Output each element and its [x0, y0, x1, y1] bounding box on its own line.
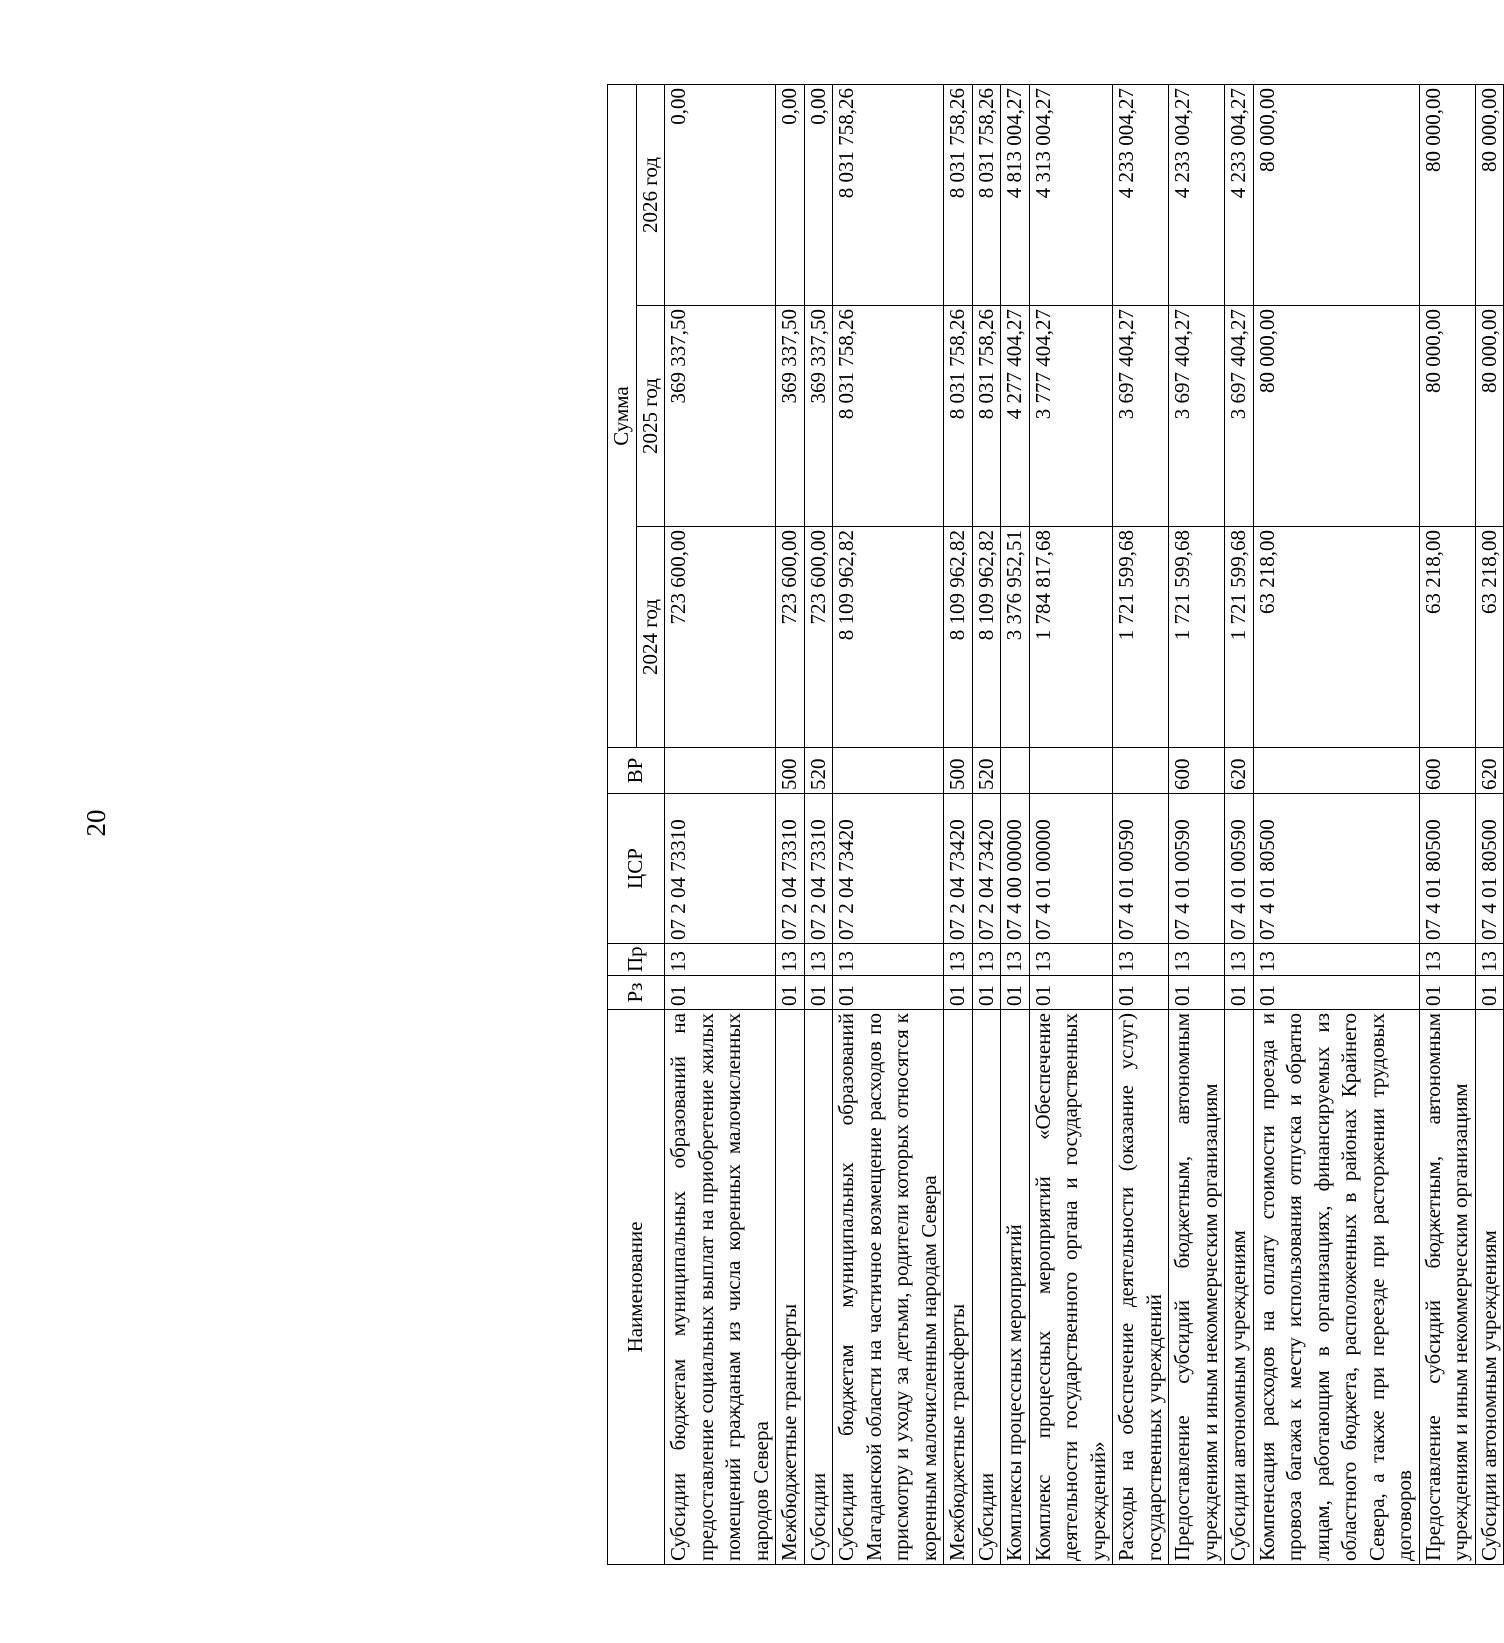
header-pr: Пр	[608, 944, 665, 976]
row-name: Межбюджетные трансферты	[776, 1010, 805, 1565]
row-pr: 13	[1113, 944, 1169, 976]
row-csr: 07 4 01 80500	[1253, 794, 1419, 944]
row-amount-2026: 4 233 004,27	[1225, 85, 1254, 306]
table-row	[1169, 85, 1225, 1565]
row-name: Расходы на обеспечение деятельности (оказание услуг) государственных учреждений	[1113, 1010, 1169, 1565]
row-amount-2024: 63 218,00	[1419, 527, 1475, 748]
row-pr: 13	[804, 944, 833, 976]
row-vr	[1029, 748, 1113, 794]
row-rz: 01	[1029, 976, 1113, 1010]
row-pr: 13	[665, 944, 776, 976]
row-amount-2026: 0,00	[665, 85, 776, 306]
row-vr	[1001, 748, 1030, 794]
row-amount-2025: 369 337,50	[665, 306, 776, 527]
table-row	[833, 85, 944, 1565]
row-amount-2025: 3 697 404,27	[1169, 306, 1225, 527]
row-rz: 01	[1225, 976, 1254, 1010]
row-pr: 13	[1001, 944, 1030, 976]
row-amount-2026: 80 000,00	[1253, 85, 1419, 306]
row-vr: 600	[1169, 748, 1225, 794]
row-amount-2026: 4 813 004,27	[1001, 85, 1030, 306]
table-row	[665, 85, 776, 1565]
header-sum: Сумма	[608, 85, 637, 748]
header-rz: Рз	[608, 976, 665, 1010]
row-rz: 01	[1169, 976, 1225, 1010]
row-amount-2024: 1 721 599,68	[1225, 527, 1254, 748]
header-name: Наименование	[608, 1010, 665, 1565]
row-rz: 01	[804, 976, 833, 1010]
row-pr: 13	[1169, 944, 1225, 976]
row-vr	[1253, 748, 1419, 794]
header-year-2024: 2024 год	[636, 527, 665, 748]
row-amount-2026: 4 313 004,27	[1029, 85, 1113, 306]
table-body	[665, 85, 1504, 1565]
table-row	[776, 85, 805, 1565]
row-amount-2025: 80 000,00	[1419, 306, 1475, 527]
row-csr: 07 2 04 73420	[944, 794, 973, 944]
row-name: Субсидии	[972, 1010, 1001, 1565]
row-name: Предоставление субсидий бюджетным, автономным учреждениям и иным некоммерческим организациям	[1419, 1010, 1475, 1565]
row-pr: 13	[972, 944, 1001, 976]
row-rz: 01	[1113, 976, 1169, 1010]
row-csr: 07 2 04 73310	[804, 794, 833, 944]
row-csr: 07 4 01 80500	[1475, 794, 1504, 944]
row-name: Комплекс процессных мероприятий «Обеспечение деятельности государственного органа и государственных учреждений»	[1029, 1010, 1113, 1565]
row-name: Субсидии бюджетам муниципальных образований на предоставление социальных выплат на приобретение жилых помещений гражданам из числа коренных малочисленных народов Севера	[665, 1010, 776, 1565]
row-amount-2025: 369 337,50	[804, 306, 833, 527]
row-amount-2025: 3 697 404,27	[1113, 306, 1169, 527]
row-name: Субсидии	[804, 1010, 833, 1565]
row-pr: 13	[1225, 944, 1254, 976]
row-amount-2026: 80 000,00	[1475, 85, 1504, 306]
row-amount-2025: 3 777 404,27	[1029, 306, 1113, 527]
row-vr: 620	[1225, 748, 1254, 794]
row-amount-2026: 8 031 758,26	[972, 85, 1001, 306]
row-name: Субсидии бюджетам муниципальных образований Магаданской области на частичное возмещение расходов по присмотру и уходу за детьми, родители которых относятся к коренным малочисленным народам Севера	[833, 1010, 944, 1565]
table-row	[1225, 85, 1254, 1565]
row-csr: 07 4 01 80500	[1419, 794, 1475, 944]
row-amount-2024: 723 600,00	[665, 527, 776, 748]
table-row	[1253, 85, 1419, 1565]
row-rz: 01	[833, 976, 944, 1010]
row-amount-2025: 4 277 404,27	[1001, 306, 1030, 527]
table-row	[1475, 85, 1504, 1565]
table-row	[1113, 85, 1169, 1565]
header-year-2026: 2026 год	[636, 85, 665, 306]
row-pr: 13	[1475, 944, 1504, 976]
row-amount-2024: 3 376 952,51	[1001, 527, 1030, 748]
row-amount-2024: 723 600,00	[804, 527, 833, 748]
row-name: Межбюджетные трансферты	[944, 1010, 973, 1565]
row-rz: 01	[1419, 976, 1475, 1010]
row-pr: 13	[833, 944, 944, 976]
page-number: 20	[81, 809, 111, 837]
row-amount-2025: 8 031 758,26	[972, 306, 1001, 527]
row-name: Комплексы процессных мероприятий	[1001, 1010, 1030, 1565]
row-csr: 07 2 04 73420	[833, 794, 944, 944]
row-csr: 07 4 01 00590	[1225, 794, 1254, 944]
row-vr	[1113, 748, 1169, 794]
row-amount-2026: 0,00	[804, 85, 833, 306]
row-rz: 01	[665, 976, 776, 1010]
row-pr: 13	[776, 944, 805, 976]
row-amount-2026: 0,00	[776, 85, 805, 306]
row-amount-2025: 8 031 758,26	[944, 306, 973, 527]
row-amount-2024: 63 218,00	[1475, 527, 1504, 748]
row-vr: 600	[1419, 748, 1475, 794]
row-rz: 01	[944, 976, 973, 1010]
row-vr: 520	[972, 748, 1001, 794]
row-amount-2025: 8 031 758,26	[833, 306, 944, 527]
row-amount-2026: 4 233 004,27	[1113, 85, 1169, 306]
row-amount-2026: 4 233 004,27	[1169, 85, 1225, 306]
table-row	[1419, 85, 1475, 1565]
header-csr: ЦСР	[608, 794, 665, 944]
row-vr: 520	[804, 748, 833, 794]
row-amount-2024: 8 109 962,82	[944, 527, 973, 748]
row-amount-2024: 63 218,00	[1253, 527, 1419, 748]
row-amount-2024: 8 109 962,82	[972, 527, 1001, 748]
row-pr: 13	[1253, 944, 1419, 976]
row-name: Предоставление субсидий бюджетным, автономным учреждениям и иным некоммерческим организациям	[1169, 1010, 1225, 1565]
row-rz: 01	[972, 976, 1001, 1010]
row-csr: 07 4 01 00590	[1169, 794, 1225, 944]
row-amount-2024: 1 784 817,68	[1029, 527, 1113, 748]
row-amount-2024: 1 721 599,68	[1169, 527, 1225, 748]
table-row	[1001, 85, 1030, 1565]
row-csr: 07 2 04 73310	[665, 794, 776, 944]
header-year-2025: 2025 год	[636, 306, 665, 527]
row-amount-2024: 8 109 962,82	[833, 527, 944, 748]
row-csr: 07 2 04 73310	[776, 794, 805, 944]
row-name: Компенсация расходов на оплату стоимости проезда и провоза багажа к месту использования отпуска и обратно лицам, работающим в организациях, финансируемых из областного бюджета, расположенных в районах Крайнего Севера, а также при переезде при расторжении трудовых договоров	[1253, 1010, 1419, 1565]
row-pr: 13	[1029, 944, 1113, 976]
row-csr: 07 4 00 00000	[1001, 794, 1030, 944]
row-amount-2026: 8 031 758,26	[944, 85, 973, 306]
row-amount-2025: 3 697 404,27	[1225, 306, 1254, 527]
row-name: Субсидии автономным учреждениям	[1225, 1010, 1254, 1565]
row-vr: 500	[944, 748, 973, 794]
row-csr: 07 2 04 73420	[972, 794, 1001, 944]
row-amount-2026: 8 031 758,26	[833, 85, 944, 306]
row-amount-2024: 723 600,00	[776, 527, 805, 748]
table-row	[804, 85, 833, 1565]
row-amount-2026: 80 000,00	[1419, 85, 1475, 306]
row-vr: 620	[1475, 748, 1504, 794]
row-rz: 01	[776, 976, 805, 1010]
budget-table	[607, 84, 1504, 1565]
row-rz: 01	[1253, 976, 1419, 1010]
row-name: Субсидии автономным учреждениям	[1475, 1010, 1504, 1565]
row-rz: 01	[1001, 976, 1030, 1010]
row-pr: 13	[944, 944, 973, 976]
header-vr: ВР	[608, 748, 665, 794]
row-rz: 01	[1475, 976, 1504, 1010]
row-csr: 07 4 01 00590	[1113, 794, 1169, 944]
row-amount-2024: 1 721 599,68	[1113, 527, 1169, 748]
row-amount-2025: 80 000,00	[1475, 306, 1504, 527]
row-csr: 07 4 01 00000	[1029, 794, 1113, 944]
rotated-table-frame	[607, 85, 1501, 1565]
row-amount-2025: 80 000,00	[1253, 306, 1419, 527]
table-row	[972, 85, 1001, 1565]
table-row	[1029, 85, 1113, 1565]
row-vr	[833, 748, 944, 794]
row-pr: 13	[1419, 944, 1475, 976]
row-vr	[665, 748, 776, 794]
table-row	[944, 85, 973, 1565]
row-vr: 500	[776, 748, 805, 794]
row-amount-2025: 369 337,50	[776, 306, 805, 527]
